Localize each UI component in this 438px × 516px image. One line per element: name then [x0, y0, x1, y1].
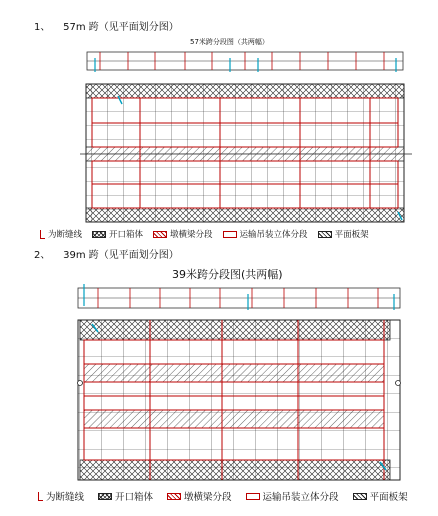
legend-label: 墩横梁分段: [170, 230, 213, 240]
section-1-title: 57m 跨（见平面划分图）: [63, 22, 179, 33]
diagram-1-title: 57米跨分段图（共两幅）: [190, 38, 269, 46]
legend-item-open-box: [92, 228, 143, 240]
diagonal-hatch-icon: [167, 493, 181, 500]
legend-item-plane-frame: [318, 228, 369, 240]
diagram-1-elevation: [87, 52, 403, 72]
legend-label: 墩横梁分段: [184, 492, 232, 503]
break-line-icon: [40, 230, 45, 239]
section-1-number: 1、: [34, 22, 51, 33]
legend-label: 平面板架: [334, 230, 369, 240]
legend-1: [40, 228, 379, 240]
plain-box-icon: [223, 231, 237, 238]
legend-label: 平面板架: [369, 492, 408, 503]
section-2-title: 39m 跨（见平面划分图）: [63, 250, 179, 261]
legend-2: [38, 489, 408, 503]
legend-item-break-line: [38, 489, 84, 503]
break-line-icon: [38, 492, 43, 501]
legend-item-pier-beam: [153, 228, 213, 240]
legend-item-transport-segment: [223, 228, 308, 240]
legend-label: 运输吊装立体分段: [239, 230, 308, 240]
legend-label: 为断缝线: [46, 492, 85, 503]
section-2-number: 2、: [34, 250, 51, 261]
legend-item-transport-segment: [246, 489, 339, 503]
plain-box-icon: [246, 493, 260, 500]
diagram-1-plan: [80, 84, 412, 222]
hatch-icon: [353, 493, 367, 500]
cross-hatch-icon: [92, 231, 106, 238]
legend-label: 开口箱体: [115, 492, 154, 503]
legend-item-break-line: [40, 228, 82, 240]
legend-label: 运输吊装立体分段: [262, 492, 339, 503]
diagram-2-plan: [78, 320, 401, 480]
legend-item-pier-beam: [167, 489, 232, 503]
legend-item-open-box: [98, 489, 153, 503]
diagram-2-elevation: [78, 284, 400, 310]
cross-hatch-icon: [98, 493, 112, 500]
hatch-icon: [318, 231, 332, 238]
legend-label: 为断缝线: [48, 230, 83, 240]
legend-label: 开口箱体: [109, 230, 144, 240]
diagonal-hatch-icon: [153, 231, 167, 238]
legend-item-plane-frame: [353, 489, 408, 503]
diagram-2-title: 39米跨分段图(共两幅): [172, 268, 283, 281]
